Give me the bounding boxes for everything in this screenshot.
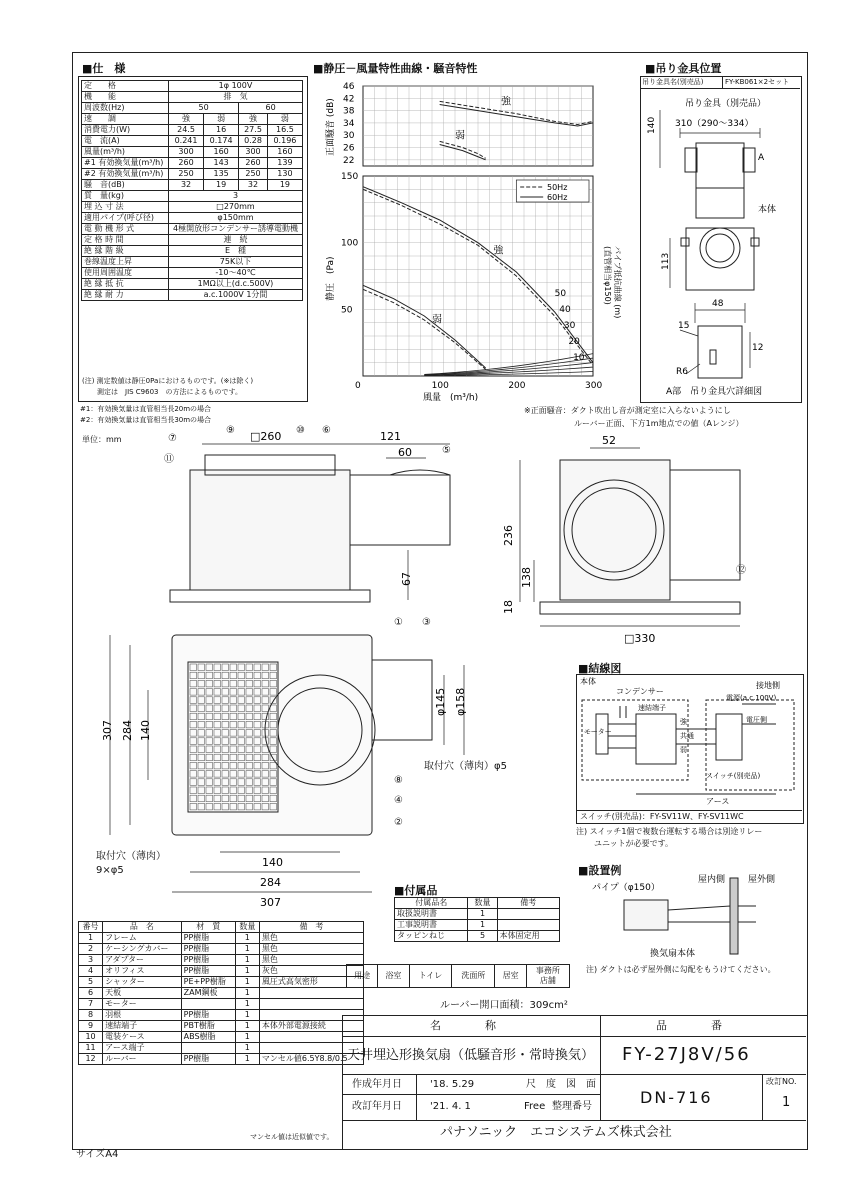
parts-row: 1 フレーム PP樹脂 1 黒色 xyxy=(79,933,364,944)
parts-row: 4 オリフィス PP樹脂 1 灰色 xyxy=(79,966,364,977)
wiring-power: 電源(a.c.100V) xyxy=(726,694,777,702)
spec-note-1: (注) 測定数値は静圧0Paにおけるものです。(※は除く) xyxy=(82,377,254,385)
pressure-y-tick: 50 xyxy=(341,305,353,316)
spec-header: ■仕 様 xyxy=(82,62,126,75)
dim-307-h: 307 xyxy=(260,896,281,909)
spec-row: 定 格 時 間 連 続 xyxy=(82,235,303,246)
spec-row: 機 能 排 気 xyxy=(82,92,303,103)
wiring-switch: スイッチ(別売品) xyxy=(706,772,761,780)
louver-area: ルーバー開口面積：309cm² xyxy=(440,1000,568,1011)
wiring-motor: モーター xyxy=(584,728,612,736)
install-pipe: パイプ（φ150） xyxy=(592,883,660,893)
parts-note: マンセル値は近似値です。 xyxy=(250,1133,334,1141)
pressure-y-tick: 100 xyxy=(341,238,359,249)
drawing-label: 図 面 xyxy=(566,1079,596,1090)
revised-label: 改訂年月日 xyxy=(352,1101,402,1112)
front-noise-note-2: ルーバー正面、下方1m地点での値（Aレンジ） xyxy=(574,419,744,428)
noise-y-tick: 42 xyxy=(343,94,355,105)
dim-18: 18 xyxy=(502,600,515,614)
hole-label-2: 取付穴（薄肉） xyxy=(96,851,166,862)
install-note: 注) ダクトは必ず屋外側に勾配をもうけてください。 xyxy=(586,965,776,974)
dim-67: 67 xyxy=(400,572,413,586)
dim-52: 52 xyxy=(602,434,616,447)
noise-y-tick: 38 xyxy=(343,106,355,117)
noise-chart xyxy=(313,76,633,406)
spec-row: 騒 音(dB) 32 19 32 19 xyxy=(82,180,303,191)
hanger-dim-140: 140 xyxy=(647,116,657,134)
wiring-diagram xyxy=(576,674,802,810)
hole-label-1: 取付穴（薄肉）φ5 xyxy=(424,761,507,772)
wiring-strong: 強 xyxy=(680,718,687,726)
wiring-condenser: コンデンサー xyxy=(616,687,664,696)
pressure-x-label: 風量 (m³/h) xyxy=(423,393,479,403)
pressure-x-tick: 100 xyxy=(431,381,449,391)
callout-9: ⑨ xyxy=(226,425,235,436)
callout-11: ⑪ xyxy=(164,454,174,465)
spec-row: 適用パイプ(呼び径) φ150mm xyxy=(82,213,303,224)
usage-item: 浴室 xyxy=(378,965,409,988)
spec-row: 絶 縁 階 級 E 種 xyxy=(82,246,303,257)
parts-table: 番号 品 名 材 質 数量 備 考 1 フレーム PP樹脂 1 黒色 2 ケーシングカバー PP樹脂 1 黒色 3 アダプター PP樹脂 1 黒色 4 オリフィス PP樹脂 1 灰色 5 シャッター PE+PP樹脂 1 風圧式高気密形 6 天板 ZAM鋼板 1 7 モーター 1 8 羽根 PP樹脂 1 9 速結端子 PBT樹脂 1 本体外部電源接続 10 電装ケース ABS樹脂 1 11 アース端子 1 12 ルーバー PP樹脂 1 マンセル値6.5Y8.8/0.5 xyxy=(78,921,364,1065)
dim-140-v: 140 xyxy=(139,720,152,741)
wiring-note-1: 注) スイッチ1個で複数台運転する場合は別途リレー xyxy=(576,827,763,836)
resistance-value: 50 xyxy=(554,289,567,299)
scale-value: Free xyxy=(524,1101,546,1112)
wiring-note-2: ユニットが必要です。 xyxy=(594,839,674,848)
front-noise-note-1: ※正面騒音：ダクト吹出し音が測定室に入らないようにし xyxy=(524,406,731,415)
spec-row: 消費電力(W) 24.5 16 27.5 16.5 xyxy=(82,125,303,136)
hanger-label: 吊り金具（別売品） xyxy=(685,99,767,109)
hanger-dim-310: 310（290～334） xyxy=(675,119,754,129)
pressure-label-strong: 強 xyxy=(493,245,504,257)
accessories-header: ■付属品 xyxy=(394,884,438,897)
parts-row: 11 アース端子 1 xyxy=(79,1043,364,1054)
spec-row: 質 量(kg) 3 xyxy=(82,191,303,202)
pressure-series-line xyxy=(363,289,486,369)
callout-10: ⑩ xyxy=(296,425,305,436)
wiring-voltage: 電圧側 xyxy=(746,716,767,724)
spec-note-2: 測定は JIS C9603 の方法によるものです。 xyxy=(97,388,242,396)
spec-row: #1 有効換気量(m³/h) 260 143 260 139 xyxy=(82,158,303,169)
dim-140-h: 140 xyxy=(262,856,283,869)
callout-4: ④ xyxy=(394,795,403,806)
spec-box xyxy=(78,76,308,402)
scale-label: 尺 度 xyxy=(526,1079,556,1090)
drawing-number: DN-716 xyxy=(640,1088,713,1107)
resistance-value: 30 xyxy=(563,321,576,331)
product-name: 天井埋込形換気扇（低騒音形・常時換気） xyxy=(347,1048,595,1063)
unit-label: 単位：mm xyxy=(82,435,122,444)
spec-row: 速 調 強 弱 強 弱 xyxy=(82,114,303,125)
resistance-value: 10 xyxy=(573,353,585,363)
callout-5: ⑤ xyxy=(442,445,451,456)
spec-row: 電 流(A) 0.241 0.174 0.28 0.196 xyxy=(82,136,303,147)
spec-row: 絶 縁 耐 力 a.c.1000V 1分間 xyxy=(82,290,303,301)
spec-row: 周波数(Hz) 50 60 xyxy=(82,103,303,114)
paper-size: サイズA4 xyxy=(76,1149,119,1160)
hanger-body: 本体 xyxy=(758,205,777,215)
hanger-dim-113: 113 xyxy=(661,252,671,270)
parts-row: 8 羽根 PP樹脂 1 xyxy=(79,1010,364,1021)
spec-row: 使用周囲温度 -10～40℃ xyxy=(82,268,303,279)
resistance-curve xyxy=(424,354,593,375)
hanger-header-1: 吊り金具名(別売品) xyxy=(642,78,704,86)
dim-284-v: 284 xyxy=(121,720,134,741)
revision-number: 1 xyxy=(782,1095,791,1110)
noise-y-tick: 46 xyxy=(343,82,355,92)
parts-row: 2 ケーシングカバー PP樹脂 1 黒色 xyxy=(79,944,364,955)
pressure-y-tick: 150 xyxy=(341,172,359,182)
parts-row: 3 アダプター PP樹脂 1 黒色 xyxy=(79,955,364,966)
dim-158: φ158 xyxy=(454,687,467,716)
wiring-weak: 弱 xyxy=(680,746,687,754)
wiring-header: ■結線図 xyxy=(578,662,622,675)
hanger-caption: A部 吊り金具穴詳細図 xyxy=(666,387,763,397)
spec-note-4: #2：有効換気量は直管相当長30mの場合 xyxy=(80,416,212,424)
pressure-x-tick: 300 xyxy=(585,381,603,391)
front-view-drawing xyxy=(490,430,790,650)
parts-row: 6 天板 ZAM鋼板 1 xyxy=(79,988,364,999)
wiring-common: 共通 xyxy=(680,732,694,740)
spec-row: 定 格 1φ 100V xyxy=(82,81,303,92)
noise-y-label: 正面騒音 (dB) xyxy=(326,98,336,156)
resistance-value: 40 xyxy=(559,305,571,315)
dim-138: 138 xyxy=(520,567,533,588)
noise-y-tick: 22 xyxy=(343,155,355,166)
legend-label-50: 50Hz xyxy=(547,183,568,192)
callout-8: ⑧ xyxy=(394,775,403,786)
usage-item: 事務所 店舗 xyxy=(526,965,569,988)
dim-330: □330 xyxy=(624,632,656,645)
title-name-label: 名 称 xyxy=(430,1019,496,1032)
created-date: '18. 5.29 xyxy=(430,1079,475,1090)
accessory-row: タッピンねじ 5 本体固定用 xyxy=(395,931,560,942)
noise-y-tick: 30 xyxy=(343,131,355,142)
noise-series-line xyxy=(440,141,486,158)
usage-item: トイレ xyxy=(409,965,452,988)
noise-series-line xyxy=(440,144,486,159)
dim-307-v: 307 xyxy=(101,720,114,741)
noise-label-strong: 強 xyxy=(501,96,511,108)
dim-236: 236 xyxy=(502,525,515,546)
wiring-terminal: 速結端子 xyxy=(638,704,666,712)
spec-row: #2 有効換気量(m³/h) 250 135 250 130 xyxy=(82,169,303,180)
wiring-ground: 接地側 xyxy=(756,681,780,690)
legend-label-60: 60Hz xyxy=(547,193,568,202)
hanger-header-2: FY-KB061×2セット xyxy=(725,78,790,86)
hanger-header: ■吊り金具位置 xyxy=(645,62,722,75)
install-drawing xyxy=(580,870,800,960)
hanger-r6: R6 xyxy=(676,367,688,377)
wiring-body: 本体 xyxy=(580,677,596,686)
install-inside: 屋内側 xyxy=(698,875,726,885)
hanger-dim-12: 12 xyxy=(752,343,764,353)
callout-1: ① xyxy=(394,617,403,628)
dim-121: 121 xyxy=(380,430,401,443)
wiring-earth: アース xyxy=(706,797,730,806)
parts-row: 12 ルーバー PP樹脂 1 マンセル値6.5Y8.8/0.5 xyxy=(79,1054,364,1065)
revision-label: 改訂NO. xyxy=(766,1077,797,1086)
revised-date: '21. 4. 1 xyxy=(430,1101,471,1112)
side-view-drawing xyxy=(150,430,470,630)
spec-row: 絶 縁 抵 抗 1MΩ以上(d.c.500V) xyxy=(82,279,303,290)
callout-6: ⑥ xyxy=(322,425,331,436)
resistance-axis-label-2: (直管相当φ150) xyxy=(603,246,612,305)
hanger-dim-15: 15 xyxy=(678,321,690,331)
usage-item: 居室 xyxy=(495,965,526,988)
install-header: ■設置例 xyxy=(578,864,622,877)
usage-item: 洗面所 xyxy=(452,965,495,988)
pressure-x-tick: 0 xyxy=(355,381,361,391)
spec-row: 電 動 機 形 式 4極開放形コンデンサー誘導電動機 xyxy=(82,224,303,235)
created-label: 作成年月日 xyxy=(352,1079,402,1090)
hanger-a: A xyxy=(758,153,765,163)
dim-145: φ145 xyxy=(434,687,447,716)
pressure-y-label: 静圧 (Pa) xyxy=(326,256,336,301)
hanger-dim-48: 48 xyxy=(712,299,724,309)
resistance-axis-label: パイプ抵抗曲線 (m) xyxy=(613,246,622,319)
hole-label-3: 9×φ5 xyxy=(96,865,124,876)
hanger-drawing xyxy=(640,88,800,400)
accessory-row: 取扱説明書 1 xyxy=(395,909,560,920)
callout-3: ③ xyxy=(422,617,431,628)
company-name: パナソニック エコシステムズ株式会社 xyxy=(440,1125,672,1140)
parts-row: 10 電装ケース ABS樹脂 1 xyxy=(79,1032,364,1043)
install-fan: 換気扇本体 xyxy=(650,949,696,959)
accessory-row: 工事説明書 1 xyxy=(395,920,560,931)
callout-2: ② xyxy=(394,817,403,828)
noise-y-tick: 26 xyxy=(343,143,355,154)
dim-260: □260 xyxy=(250,430,282,443)
spec-row: 巻線温度上昇 75K以下 xyxy=(82,257,303,268)
pressure-label-weak: 弱 xyxy=(432,314,442,326)
callout-12: ⑫ xyxy=(736,565,746,576)
wiring-switch-model: スイッチ(別売品)：FY-SV11W、FY-SV11WC xyxy=(580,812,744,821)
install-outside: 屋外側 xyxy=(748,875,776,885)
parts-row: 9 速結端子 PBT樹脂 1 本体外部電源接続 xyxy=(79,1021,364,1032)
spec-row: 埋 込 寸 法 □270mm xyxy=(82,202,303,213)
product-code: FY-27J8V/56 xyxy=(622,1044,751,1065)
serial-label: 整理番号 xyxy=(552,1101,592,1112)
dim-284-h: 284 xyxy=(260,876,281,889)
dim-60: 60 xyxy=(398,446,412,459)
title-code-label: 品 番 xyxy=(656,1019,722,1032)
spec-note-3: #1：有効換気量は直管相当長20mの場合 xyxy=(80,405,212,413)
noise-y-tick: 34 xyxy=(343,118,355,129)
pressure-x-tick: 200 xyxy=(508,381,526,391)
parts-row: 7 モーター 1 xyxy=(79,999,364,1010)
parts-row: 5 シャッター PE+PP樹脂 1 風圧式高気密形 xyxy=(79,977,364,988)
callout-7: ⑦ xyxy=(168,433,177,444)
spec-row: 風量(m³/h) 300 160 300 160 xyxy=(82,147,303,158)
accessories-table: 付属品名 数量 備考 取扱説明書 1 工事説明書 1 タッピンねじ 5 本体固定用 xyxy=(394,897,560,942)
usage-table: 用途 浴室 トイレ 洗面所 居室 事務所 店舗 xyxy=(346,964,570,988)
noise-label-weak: 弱 xyxy=(455,130,465,142)
resistance-value: 20 xyxy=(568,337,580,347)
curve-header: ■静圧－風量特性曲線・騒音特性 xyxy=(313,62,478,75)
